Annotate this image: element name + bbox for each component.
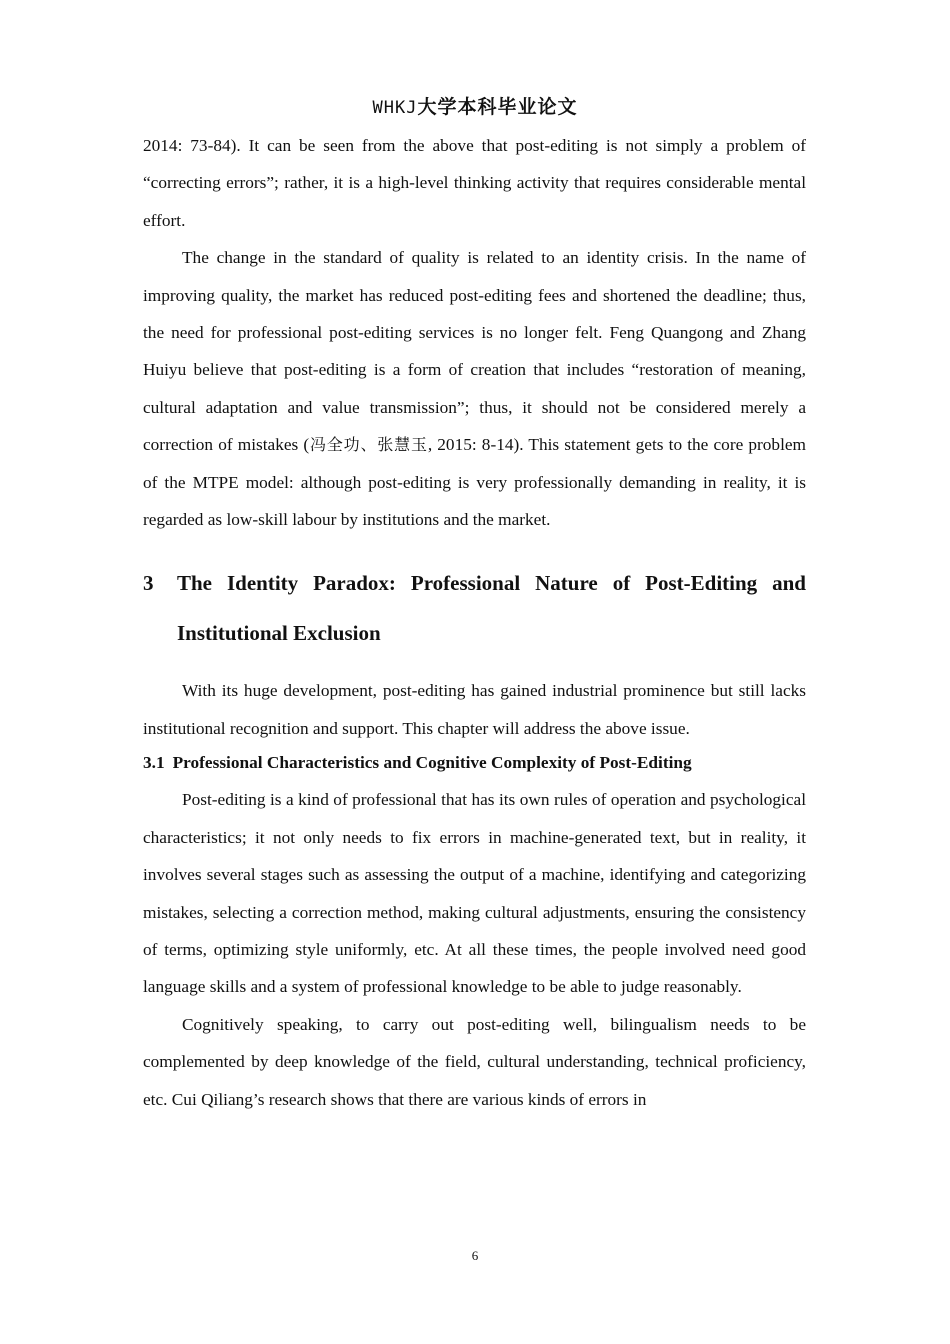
subsection-number: 3.1 [143,753,165,773]
paragraph-text: , 2015: 8-14). This statement gets to the core problem of the MTPE model: although post-editing is very professionally demanding in reality, it is regarded as low-skill labour by institutions and the market. [143,435,806,530]
subsection-title: Professional Characteristics and Cognitive Complexity of Post-Editing [172,753,692,773]
page-number: 6 [471,1248,479,1263]
citation-authors-cjk: 冯全功、张慧玉 [309,435,428,455]
paragraph-professional-characteristics: Post-editing is a kind of professional that has its own rules of operation and psychological characteristics; it not only needs to fix errors in machine-generated text, but in reality, it involves several stages such as assessing the output of a machine, identifying and categorizing mistakes, selecting a correction method, making cultural adjustments, ensuring the consistency of terms, optimizing style uniformly, etc. At all these times, the people involved need good language skills and a system of professional knowledge to be able to judge reasonably. [143,790,806,997]
paragraph-identity-crisis [143,239,806,538]
section-number: 3 [143,571,154,596]
subsection-heading-3-1 [143,751,806,775]
paragraph-cognitive: Cognitively speaking, to carry out post-editing well, bilingualism needs to be complemented by deep knowledge of the field, cultural understanding, technical proficiency, etc. Cui Qiliang’s research shows that there are various kinds of errors in [143,1014,806,1109]
running-header [0,95,950,120]
paragraph-continuation: 2014: 73-84). It can be seen from the above that post-editing is not simply a problem of “correcting errors”; rather, it is a high-level thinking activity that requires considerable mental effort. [143,136,806,230]
section-title: The Identity Paradox: Professional Nature of Post-Editing and Institutional Exclusion [177,571,806,646]
header-cjk: 大学本科毕业论文 [417,96,578,118]
section-heading-3 [143,558,806,658]
paragraph-chapter-intro: With its huge development, post-editing has gained industrial prominence but still lacks institutional recognition and support. This chapter will address the above issue. [143,681,806,738]
header-latin: WHKJ [372,98,418,118]
document-body [143,127,806,1118]
paragraph-text: The change in the standard of quality is related to an identity crisis. In the name of improving quality, the market has reduced post-editing fees and shortened the deadline; thus, the need for professional post-editing services is no longer felt. Feng Quangong and Zhang Huiyu believe that post-editing is a form of creation that includes “restoration of meaning, cultural adaptation and value transmission”; thus, it should not be considered merely a correction of mistakes ( [143,248,806,455]
